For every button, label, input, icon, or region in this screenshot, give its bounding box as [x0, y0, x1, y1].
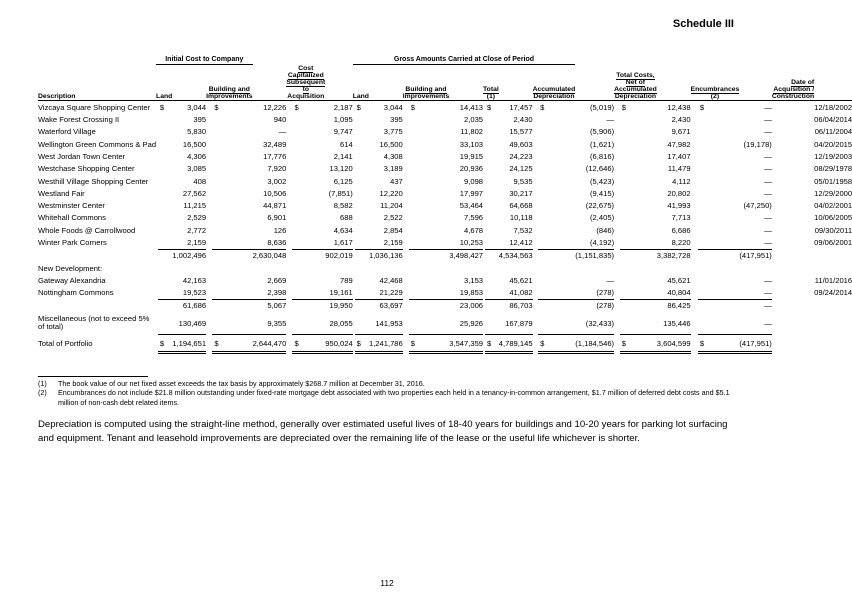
row-description: Westland Fair	[38, 188, 85, 198]
cell-land: 19,523	[182, 288, 207, 298]
cell-land2: 2,159	[383, 237, 403, 247]
row-description: Westchase Shopping Center	[38, 164, 135, 174]
cell-cost: 1,617	[333, 237, 353, 247]
cell-bldg2: 20,936	[459, 164, 484, 174]
row-description: Westhill Village Shopping Center	[38, 176, 149, 186]
cell-date: 09/06/2001	[814, 238, 852, 248]
col-cost-capitalized: Cost Capitalized Subsequent to Acquisition	[286, 64, 326, 100]
row-description: Winter Park Corners	[38, 238, 107, 248]
cell-land2: 3,189	[383, 164, 403, 174]
cell-bldg: 6,901	[267, 213, 287, 223]
cell-bldg2: 4,678	[464, 225, 484, 235]
cell-total: 4,789,145	[499, 335, 533, 353]
cell-land: 130,469	[178, 318, 207, 328]
cell-date: 10/06/2005	[814, 213, 852, 223]
row-description: Total of Portfolio	[38, 339, 93, 349]
cell-net: 20,802	[667, 188, 691, 198]
cell-net: 3,604,599	[657, 335, 691, 353]
cell-land: 42,163	[182, 275, 207, 285]
col-description: Description	[38, 93, 76, 100]
col-total: Total (1)	[483, 85, 499, 100]
cell-bldg2: 11,802	[460, 127, 484, 137]
cell-net: 86,425	[657, 299, 691, 312]
page-number: 112	[380, 578, 394, 588]
cell-date: 12/19/2003	[814, 151, 852, 161]
cell-total: 167,879	[505, 318, 533, 328]
cell-accum: (1,621)	[590, 139, 615, 149]
cell-net: 47,982	[667, 139, 691, 149]
cell-land: 2,772	[187, 225, 207, 235]
cell-bldg: 126	[273, 225, 287, 235]
row-description: Whitehall Commons	[38, 213, 106, 223]
gross-amounts-header: Gross Amounts Carried at Close of Period	[353, 52, 576, 65]
schedule-table	[38, 52, 852, 354]
cell-net: 40,804	[667, 288, 691, 298]
row-description: Wake Forest Crossing II	[38, 115, 120, 125]
cell-land: 1,194,651	[172, 335, 206, 353]
cell-total: 86,703	[499, 299, 533, 312]
row-description: Wellington Green Commons & Pad	[38, 139, 157, 149]
new-development-heading: New Development:	[38, 263, 103, 273]
cell-net: 6,686	[671, 225, 691, 235]
cell-bldg2: 53,464	[459, 201, 484, 211]
cell-bldg2: 25,926	[459, 318, 484, 328]
currency-sign: $	[355, 101, 369, 114]
cell-land2: 4,308	[383, 151, 403, 161]
cell-land: 1,002,496	[172, 249, 206, 262]
cell-accum: (5,423)	[590, 176, 615, 186]
cell-date: 09/24/2014	[814, 288, 852, 298]
table-row	[38, 187, 852, 199]
currency-sign: $	[158, 101, 172, 114]
currency-sign: $	[355, 335, 369, 353]
cell-land: 16,500	[182, 139, 207, 149]
cell-net: 17,407	[667, 151, 691, 161]
cell-total: 4,534,563	[499, 249, 533, 262]
cell-total: 10,118	[509, 213, 533, 223]
cell-cost: 789	[340, 275, 353, 285]
cell-total: 45,621	[509, 275, 533, 285]
currency-sign: $	[698, 335, 739, 353]
cell-land: 5,830	[187, 127, 207, 137]
cell-land: 3,085	[187, 164, 207, 174]
cell-date: 08/29/1978	[814, 164, 852, 174]
cell-net: 11,479	[667, 164, 691, 174]
cell-bldg: 3,002	[267, 176, 287, 186]
cell-enc: (47,250)	[743, 201, 772, 211]
cell-cost: 8,582	[333, 201, 353, 211]
cell-land2: 3,775	[383, 127, 403, 137]
col-land-gross: Land	[352, 93, 369, 100]
cell-land2: 1,241,786	[369, 335, 403, 353]
cell-enc: —	[764, 115, 772, 125]
cell-total: 24,223	[509, 151, 533, 161]
row-description: Whole Foods @ Carrollwood	[38, 225, 136, 235]
cell-bldg: 8,636	[267, 237, 287, 247]
cell-accum: (32,433)	[585, 318, 615, 328]
footnotes	[38, 379, 738, 407]
row-description: West Jordan Town Center	[38, 151, 126, 161]
cell-accum: (2,405)	[590, 213, 615, 223]
cell-land: 2,529	[187, 213, 207, 223]
cell-date: 06/11/2004	[814, 127, 852, 137]
cell-date: 06/04/2014	[814, 115, 852, 125]
cell-land2: 11,204	[380, 201, 403, 211]
table-row	[38, 200, 852, 212]
cell-bldg2: 17,997	[459, 188, 484, 198]
cell-net: 3,382,728	[657, 249, 691, 262]
cell-land2: 16,500	[379, 139, 403, 149]
row-description: Waterford Village	[38, 127, 96, 137]
currency-sign: $	[212, 335, 252, 353]
cell-date: 04/02/2001	[814, 201, 852, 211]
cell-total: 49,603	[509, 139, 533, 149]
cell-enc: —	[739, 299, 772, 312]
cell-bldg2: 2,035	[464, 115, 484, 125]
cell-date: 12/18/2002	[814, 101, 852, 114]
cell-land2: 2,854	[383, 225, 403, 235]
currency-sign: $	[620, 101, 657, 114]
cell-enc: —	[764, 288, 772, 298]
cell-land2: 437	[390, 176, 403, 186]
cell-total: 2,430	[513, 115, 533, 125]
table-row	[38, 138, 852, 150]
cell-accum: —	[606, 275, 615, 285]
cell-accum: (1,151,835)	[575, 249, 614, 262]
currency-sign: $	[485, 335, 499, 353]
currency-sign: $	[698, 101, 739, 114]
cell-bldg: 2,398	[267, 288, 287, 298]
cell-land2: 1,036,136	[369, 249, 403, 262]
cell-bldg: 2,630,048	[253, 249, 287, 262]
cell-land: 27,562	[182, 188, 207, 198]
cell-bldg2: 7,596	[464, 213, 484, 223]
cell-bldg2: 33,103	[459, 139, 484, 149]
currency-sign: $	[538, 101, 575, 114]
cell-accum: (4,192)	[590, 237, 615, 247]
row-description: Miscellaneous (not to exceed 5% of total)	[38, 314, 150, 332]
footnote-2: (2) Encumbrances do not include $21.8 million outstanding under fixed-rate mortgage debt associated with two properties each held in a tenancy-in-common arrangement, $1.7 million of deferred debt costs and $5.1 million of non-cash debt related items.	[38, 388, 730, 407]
footnote-1: (1) The book value of our net fixed asset exceeds the tax basis by approximately $268.7 million at December 31, 2016.	[38, 379, 425, 388]
col-encumbrances: Encumbrances (2)	[690, 85, 740, 100]
cell-total: 12,412	[509, 237, 533, 247]
cell-enc: (19,178)	[743, 139, 772, 149]
cell-accum: (22,675)	[585, 201, 615, 211]
cell-land: 395	[193, 115, 207, 125]
cell-bldg: 7,920	[267, 164, 287, 174]
row-description	[38, 249, 156, 262]
cell-enc: —	[764, 176, 772, 186]
currency-sign: $	[620, 335, 657, 353]
currency-sign: $	[538, 335, 575, 353]
cell-enc: —	[764, 318, 772, 328]
cell-date: 09/30/2011	[814, 225, 852, 235]
cell-total: 9,535	[513, 176, 533, 186]
cell-enc: —	[764, 151, 772, 161]
cell-land: 61,686	[172, 299, 206, 312]
cell-enc: —	[764, 213, 772, 223]
cell-date	[814, 312, 852, 335]
cell-bldg2: 19,853	[459, 288, 484, 298]
cell-enc: —	[764, 275, 772, 285]
cell-accum: (12,646)	[585, 164, 615, 174]
cell-enc: —	[764, 164, 772, 174]
cell-bldg: 10,506	[263, 188, 287, 198]
cell-land2: 3,044	[369, 101, 403, 114]
row-description: Nottingham Commons	[38, 288, 114, 298]
cell-enc: —	[764, 237, 772, 247]
cell-net: 7,713	[671, 213, 691, 223]
cell-bldg: 17,776	[263, 151, 287, 161]
table-row	[38, 113, 852, 125]
cell-bldg: 44,871	[263, 201, 287, 211]
cell-date: 05/01/1958	[814, 176, 852, 186]
cell-land2: 2,522	[383, 213, 403, 223]
table-row	[38, 287, 852, 300]
cell-cost: 902,019	[325, 249, 352, 262]
cell-cost: 2,141	[333, 151, 353, 161]
cell-accum: (846)	[596, 225, 615, 235]
cell-enc: (417,951)	[739, 335, 772, 353]
cell-bldg2: 9,098	[464, 176, 484, 186]
cell-accum: (1,184,546)	[575, 335, 614, 353]
cell-accum: (5,906)	[590, 127, 615, 137]
table-row	[38, 274, 852, 286]
cell-bldg: 940	[273, 115, 287, 125]
cell-cost: 950,024	[325, 335, 352, 353]
cell-bldg: —	[278, 127, 287, 137]
currency-sign: $	[158, 335, 172, 353]
cell-total: 17,457	[499, 101, 533, 114]
cell-total: 7,532	[513, 225, 533, 235]
footnote-rule	[38, 376, 148, 377]
cell-enc: —	[764, 188, 772, 198]
cell-net: 8,220	[671, 237, 691, 247]
currency-sign: $	[292, 101, 325, 114]
cell-cost: 4,634	[333, 225, 353, 235]
cell-total: 30,217	[509, 188, 533, 198]
grand-total-row	[38, 335, 852, 353]
row-description: Vizcaya Square Shopping Center	[38, 101, 156, 114]
table-row	[38, 236, 852, 249]
cell-enc: —	[764, 225, 772, 235]
cell-land: 408	[193, 176, 207, 186]
cell-land: 3,044	[172, 101, 206, 114]
cell-cost: 1,095	[333, 115, 353, 125]
cell-cost: 19,161	[329, 288, 353, 298]
cell-net: 45,621	[667, 275, 691, 285]
cell-cost: 28,055	[329, 318, 353, 328]
cell-accum: (9,415)	[590, 188, 615, 198]
col-accumulated-depreciation: Accumulated Depreciation	[532, 85, 576, 100]
cell-cost: 9,747	[333, 127, 353, 137]
cell-bldg2: 19,915	[459, 151, 484, 161]
initial-cost-header: Initial Cost to Company	[156, 52, 253, 65]
table-row	[38, 175, 852, 187]
cell-net: 2,430	[671, 115, 691, 125]
cell-date: 12/29/2000	[814, 188, 852, 198]
cell-date	[814, 299, 852, 312]
cell-bldg2: 23,006	[449, 299, 483, 312]
cell-total: 41,082	[509, 288, 533, 298]
table-row	[38, 224, 852, 236]
currency-sign: $	[409, 101, 449, 114]
cell-bldg: 2,669	[267, 275, 287, 285]
group-header-row	[38, 52, 852, 65]
cell-cost: 2,187	[325, 101, 352, 114]
cell-bldg: 12,226	[253, 101, 287, 114]
table-row	[38, 101, 852, 114]
subtotal-row	[38, 299, 852, 312]
table-row	[38, 126, 852, 138]
cell-net: 9,671	[671, 127, 691, 137]
currency-sign: $	[292, 335, 325, 353]
cell-bldg2: 3,498,427	[449, 249, 483, 262]
cell-bldg2: 3,547,359	[449, 335, 483, 353]
cell-date: 11/01/2016	[814, 275, 852, 285]
cell-land2: 12,220	[379, 188, 403, 198]
col-date-acquisition: Date of Acquisition / Construction	[771, 78, 815, 100]
cell-total: 24,125	[509, 164, 533, 174]
col-land: Land	[156, 93, 173, 100]
table-row	[38, 163, 852, 175]
cell-enc: —	[764, 127, 772, 137]
cell-land2: 42,468	[379, 275, 403, 285]
table-row	[38, 150, 852, 162]
column-header-row	[38, 65, 852, 101]
cell-land2: 395	[390, 115, 403, 125]
col-building: Building and Improvements	[206, 85, 253, 100]
cell-land: 4,306	[187, 151, 207, 161]
table-row	[38, 212, 852, 224]
cell-bldg: 32,489	[263, 139, 287, 149]
cell-bldg: 9,355	[267, 318, 287, 328]
row-description	[38, 299, 156, 312]
cell-land: 11,215	[183, 201, 207, 211]
cell-land2: 141,953	[375, 318, 403, 328]
col-total-costs-net: Total Costs, Net of Accumulated Depreciation	[614, 71, 657, 100]
cell-bldg: 5,067	[253, 299, 287, 312]
currency-sign: $	[485, 101, 499, 114]
cell-accum: (5,019)	[575, 101, 614, 114]
cell-total: 15,577	[509, 127, 533, 137]
cell-net: 41,993	[667, 201, 691, 211]
miscellaneous-row	[38, 312, 852, 335]
cell-date	[814, 335, 852, 353]
cell-cost: 6,125	[333, 176, 353, 186]
depreciation-paragraph: Depreciation is computed using the straight-line method, generally over estimated useful lives of 18-40 years for buildings and 10-20 years for parking lot surfacing and equipment. Tenant and leasehold improvements are depreciated over the remaining life of the lease or the useful life whichever is shorter.	[38, 419, 728, 444]
cell-cost: 19,950	[325, 299, 352, 312]
cell-accum: (6,816)	[590, 151, 615, 161]
subtotal-row	[38, 249, 852, 262]
row-description: Gateway Alexandria	[38, 275, 106, 285]
cell-date: 04/20/2015	[814, 139, 852, 149]
row-description: Westminster Center	[38, 201, 105, 211]
cell-date	[814, 249, 852, 262]
cell-accum: (278)	[575, 299, 614, 312]
cell-total: 64,668	[509, 201, 533, 211]
cell-net: 135,446	[663, 318, 691, 328]
cell-cost: 688	[340, 213, 353, 223]
cell-cost: 614	[340, 139, 353, 149]
currency-sign: $	[212, 101, 252, 114]
cell-net: 12,438	[657, 101, 691, 114]
cell-bldg: 2,644,470	[253, 335, 287, 353]
col-building-gross: Building and Improvements	[402, 85, 450, 100]
cell-land2: 21,229	[379, 288, 403, 298]
currency-sign: $	[409, 335, 449, 353]
cell-bldg2: 14,413	[449, 101, 483, 114]
cell-enc: —	[739, 101, 772, 114]
schedule-title: Schedule III	[672, 18, 734, 30]
cell-net: 4,112	[672, 176, 691, 186]
cell-accum: —	[606, 115, 615, 125]
cell-accum: (278)	[596, 288, 615, 298]
cell-land: 2,159	[187, 237, 207, 247]
cell-bldg2: 3,153	[464, 275, 484, 285]
cell-enc: (417,951)	[739, 249, 772, 262]
cell-cost: (7,851)	[328, 188, 353, 198]
cell-land2: 63,697	[369, 299, 403, 312]
cell-bldg2: 10,253	[459, 237, 484, 247]
cell-cost: 13,120	[329, 164, 353, 174]
